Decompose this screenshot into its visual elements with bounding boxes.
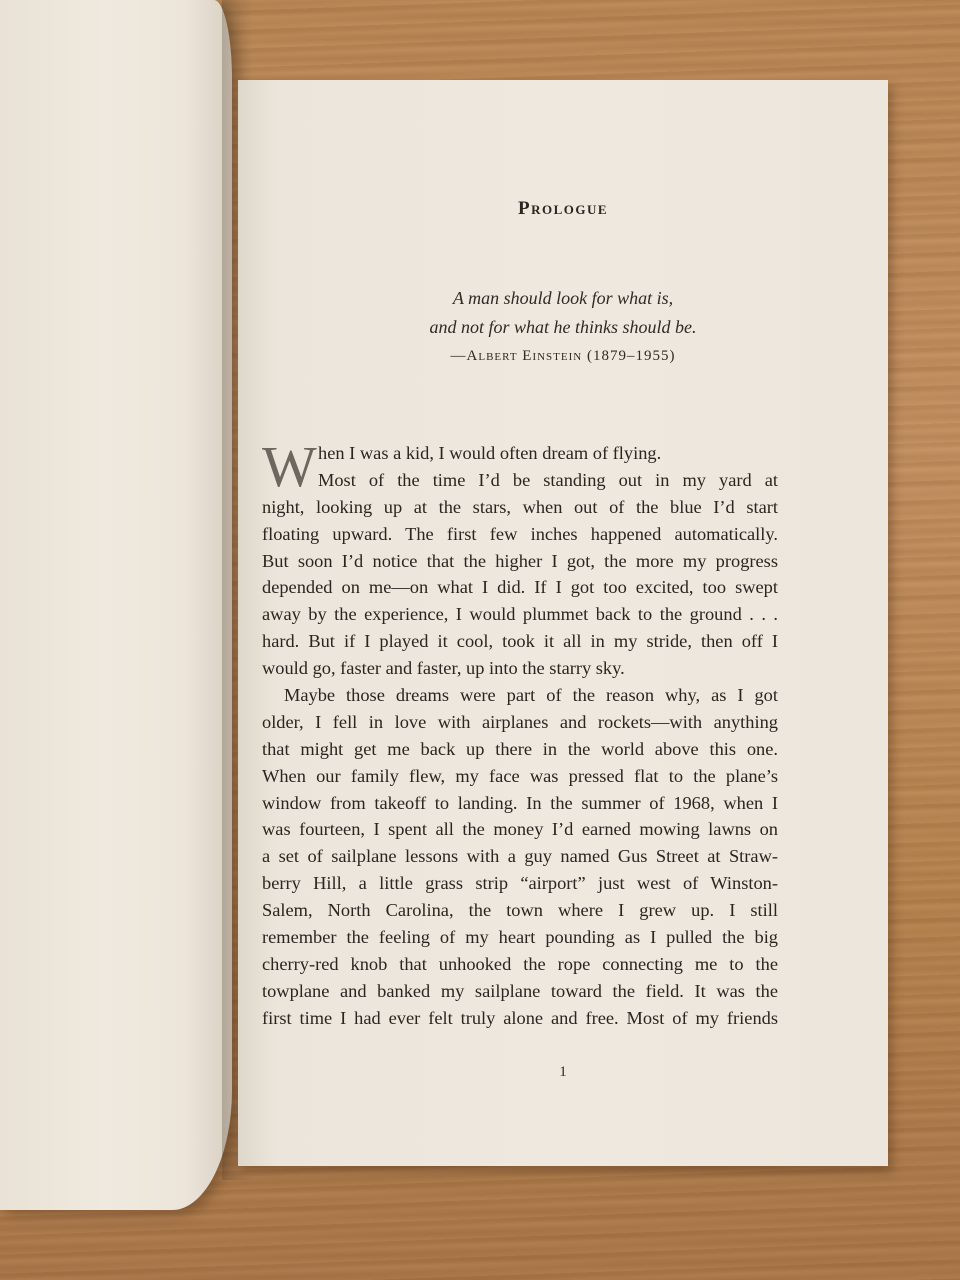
- paragraph-2: [262, 682, 778, 1032]
- epigraph: [238, 284, 888, 365]
- text-line: away by the experience, I would plummet back to the ground . . .: [262, 604, 778, 625]
- text-line: would go, faster and faster, up into the starry sky.: [262, 658, 625, 679]
- text-line: window from takeoff to landing. In the summer of 1968, when I: [262, 792, 778, 813]
- body-text: [262, 434, 778, 1032]
- text-line: first time I had ever felt truly alone and free. Most of my friends: [262, 1007, 778, 1028]
- text-line: hard. But if I played it cool, took it all in my stride, then off I: [262, 631, 778, 652]
- epigraph-line-1: A man should look for what is,: [452, 288, 674, 308]
- text-line: older, I fell in love with airplanes and rockets—with anything: [262, 711, 778, 732]
- page-number: 1: [559, 1064, 567, 1080]
- text-line: remember the feeling of my heart pounding as I pulled the big: [262, 927, 778, 948]
- epigraph-attribution: —Albert Einstein (1879–1955): [450, 348, 676, 364]
- text-line: that might get me back up there in the world above this one.: [262, 738, 778, 759]
- text-line: When our family flew, my face was pressed flat to the plane’s: [262, 765, 778, 786]
- text-line: night, looking up at the stars, when out of the blue I’d start: [262, 496, 778, 517]
- text-line: Maybe those dreams were part of the reason why, as I got: [284, 685, 778, 706]
- chapter-title: Prologue: [517, 198, 609, 219]
- paragraph-1: [262, 434, 778, 682]
- text-line: cherry-red knob that unhooked the rope connecting me to the: [262, 953, 778, 974]
- text-line: floating upward. The first few inches happened automatically.: [262, 523, 778, 544]
- text-line: But soon I’d notice that the higher I got, the more my progress: [262, 550, 778, 571]
- text-line: Most of the time I’d be standing out in my yard at: [318, 469, 778, 490]
- text-line: Salem, North Carolina, the town where I grew up. I still: [262, 900, 778, 921]
- drop-cap: W: [262, 434, 317, 499]
- text-line: depended on me—on what I did. If I got too excited, too swept: [262, 577, 778, 598]
- left-page: [0, 0, 232, 1210]
- text-line: hen I was a kid, I would often dream of flying.: [318, 443, 662, 463]
- text-line: towplane and banked my sailplane toward the field. It was the: [262, 980, 778, 1001]
- text-line: berry Hill, a little grass strip “airport” just west of Winston-: [262, 873, 778, 894]
- text-line: was fourteen, I spent all the money I’d earned mowing lawns on: [262, 819, 778, 840]
- right-page: [238, 80, 888, 1166]
- text-line: a set of sailplane lessons with a guy named Gus Street at Straw-: [262, 846, 778, 867]
- epigraph-line-2: and not for what he thinks should be.: [429, 317, 697, 337]
